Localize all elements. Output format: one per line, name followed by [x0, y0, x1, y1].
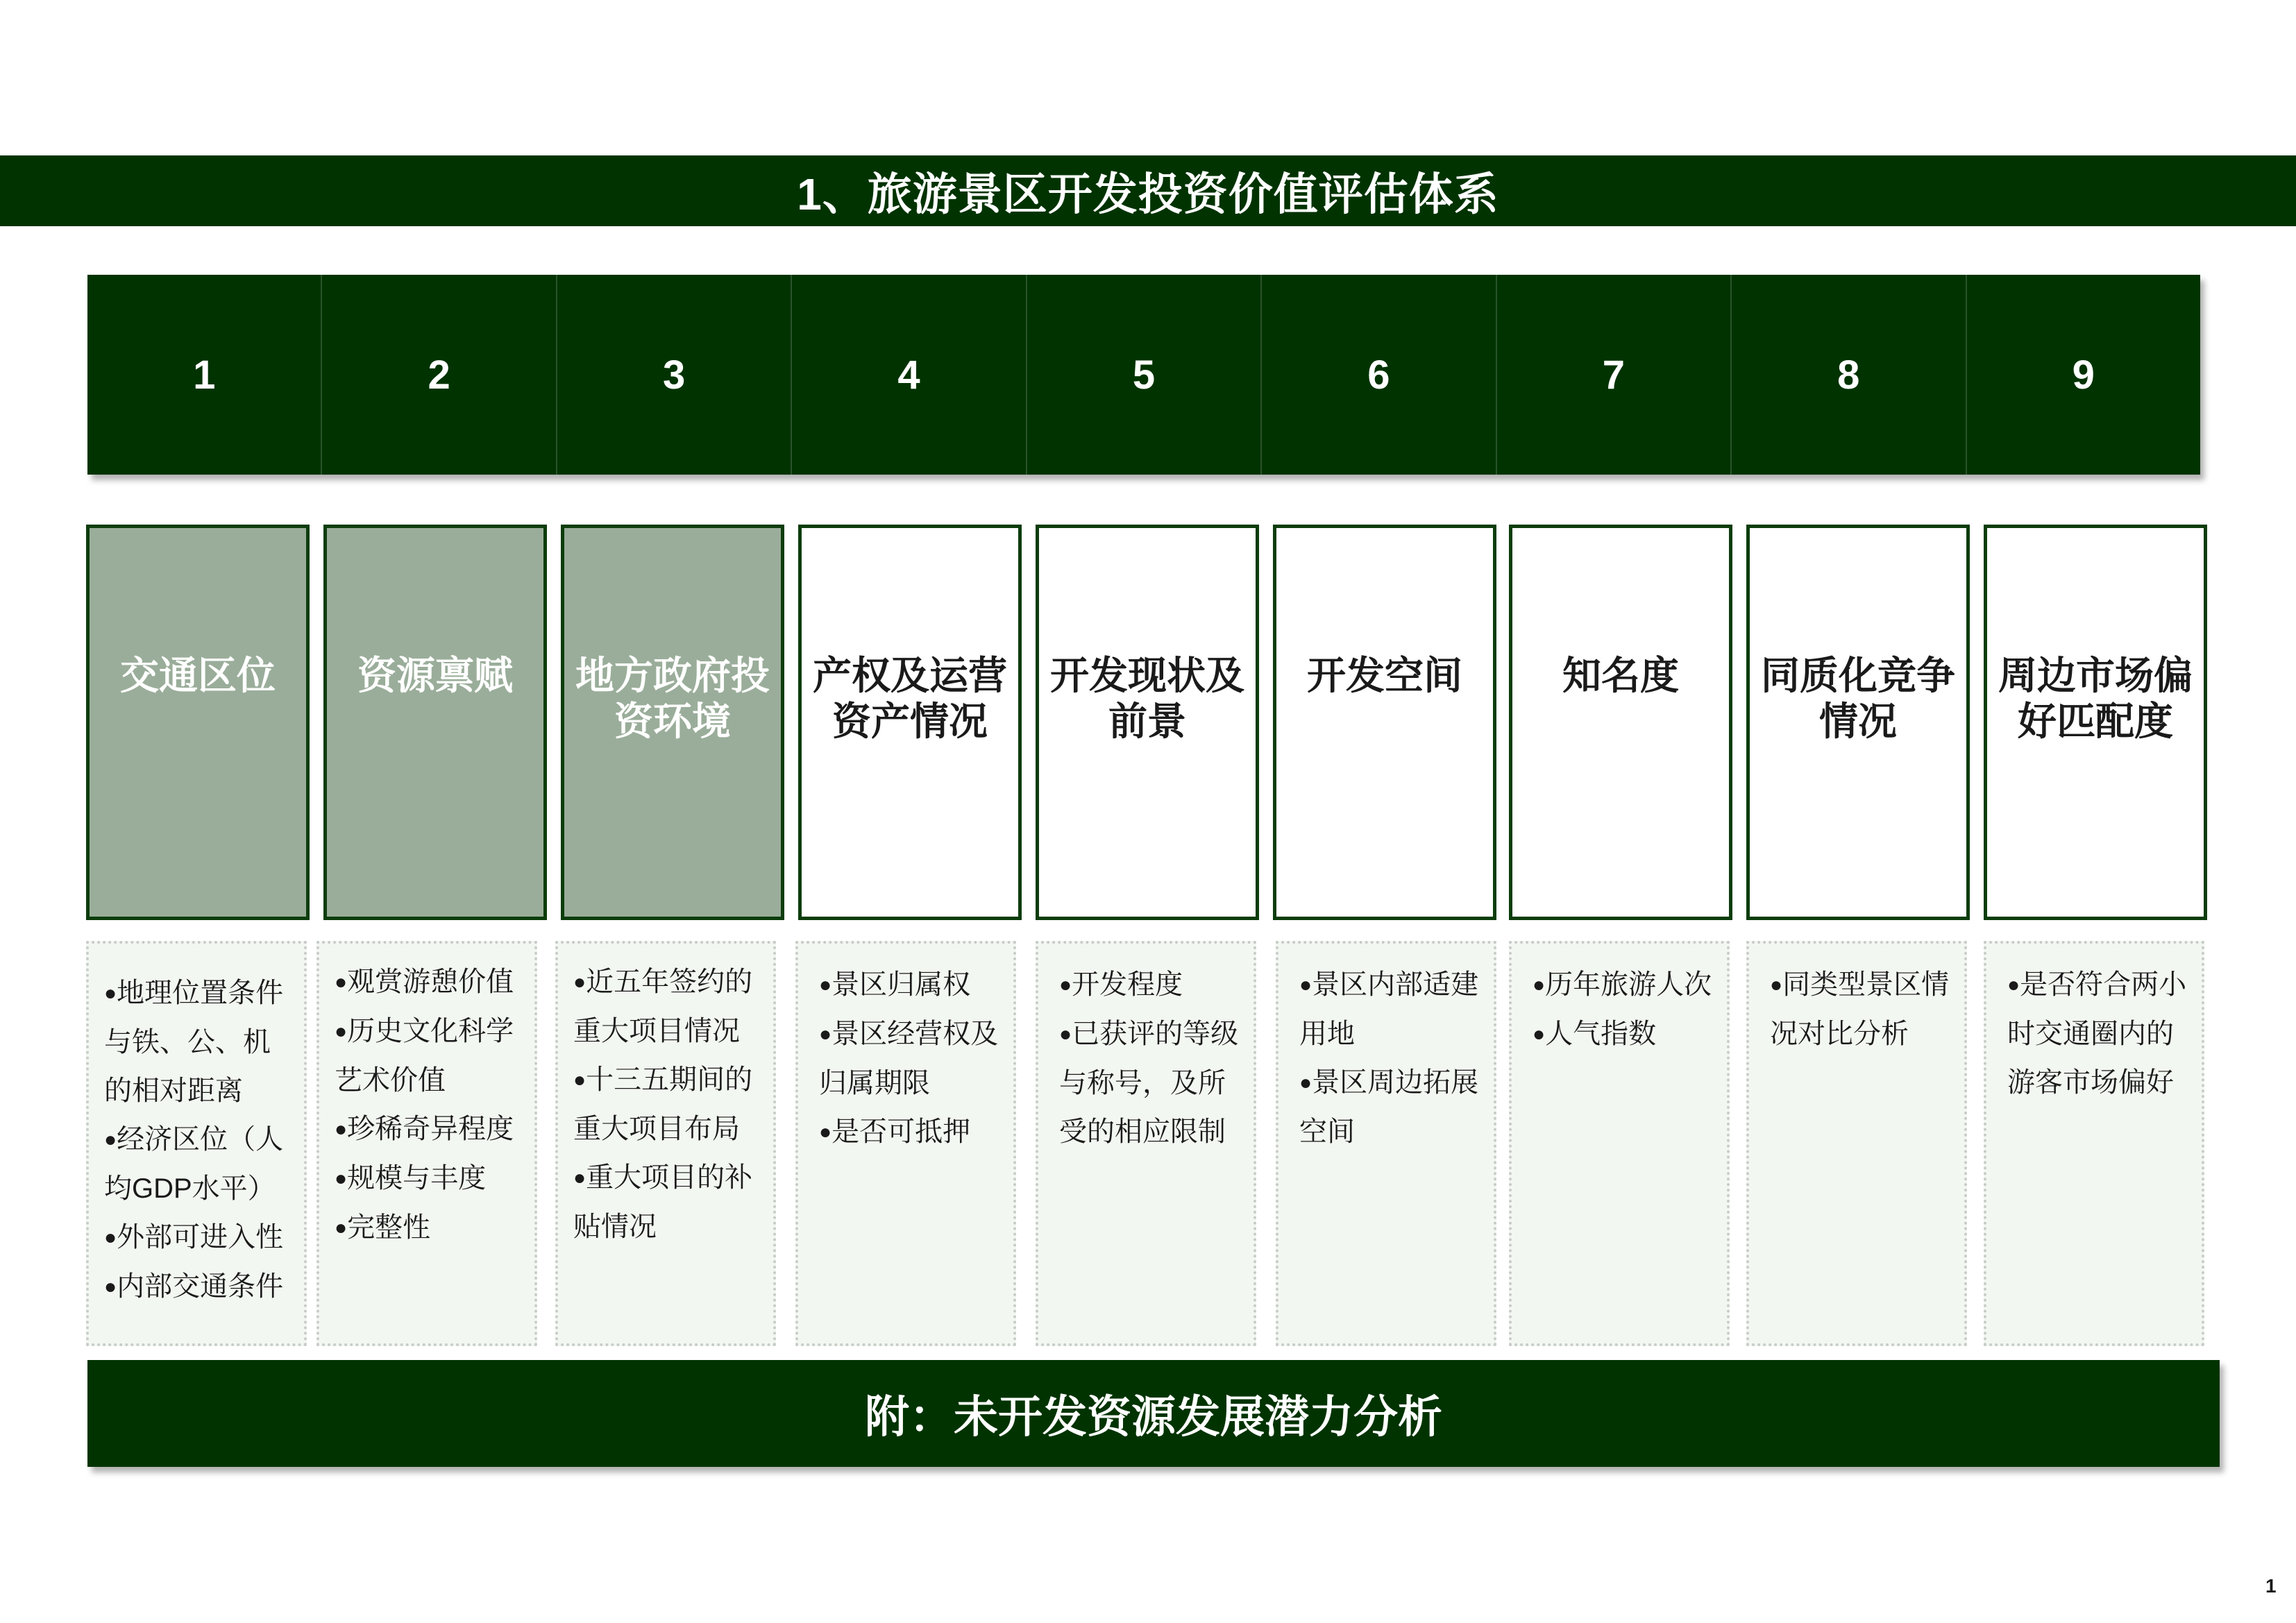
detail-list [104, 969, 292, 1311]
bullet-icon: ● [573, 1069, 586, 1091]
bullet-icon: ● [573, 1166, 586, 1189]
detail-text: 景区内部适建用地 [1299, 969, 1479, 1049]
page-title: 1、旅游景区开发投资价值评估体系 [797, 169, 1499, 219]
detail-item [104, 969, 292, 1115]
bullet-icon: ● [335, 971, 348, 994]
bullet-icon: ● [104, 982, 117, 1005]
detail-panel [1984, 941, 2204, 1346]
detail-item [1299, 1058, 1481, 1156]
detail-text: 完整性 [347, 1212, 431, 1243]
number-cell: 4 [792, 275, 1027, 475]
detail-text: 已获评的等级与称号，及所受的相应限制 [1059, 1019, 1239, 1147]
detail-text: 景区归属权 [832, 969, 971, 1000]
detail-text: 历年旅游人次 [1545, 969, 1712, 1000]
detail-list [819, 960, 1001, 1157]
detail-text: 观赏游憩价值 [347, 967, 514, 997]
category-label: 交通区位 [120, 654, 276, 697]
category-label: 地方政府投资环境 [575, 654, 770, 743]
category-label: 知名度 [1562, 654, 1679, 697]
bullet-icon: ● [819, 974, 832, 996]
detail-text: 地理位置条件与铁、公、机的相对距离 [104, 978, 284, 1106]
detail-text: 内部交通条件 [117, 1271, 284, 1302]
detail-item [335, 958, 522, 1007]
detail-item [573, 1153, 761, 1251]
detail-item [819, 960, 1001, 1010]
number-cell: 6 [1262, 275, 1496, 475]
category-card [1509, 525, 1732, 920]
detail-list [1059, 960, 1241, 1156]
detail-panel [1276, 941, 1496, 1346]
number-strip [87, 275, 2200, 475]
detail-item [335, 1203, 522, 1252]
bullet-icon: ● [335, 1216, 348, 1239]
bullet-icon: ● [573, 971, 586, 994]
bullet-icon: ● [1059, 1023, 1072, 1046]
category-card [86, 525, 310, 920]
detail-text: 是否可抵押 [832, 1116, 971, 1147]
category-card [561, 525, 784, 920]
detail-item [104, 1115, 292, 1213]
detail-text: 人气指数 [1545, 1019, 1657, 1049]
detail-item [1533, 1010, 1714, 1059]
bullet-icon: ● [335, 1167, 348, 1190]
detail-panel [86, 941, 307, 1346]
category-card [798, 525, 1022, 920]
detail-panel [1746, 941, 1967, 1346]
category-card [1273, 525, 1496, 920]
detail-text: 近五年签约的重大项目情况 [573, 967, 753, 1046]
detail-text: 规模与丰度 [347, 1163, 487, 1193]
bullet-icon: ● [335, 1118, 348, 1141]
number-cell: 7 [1497, 275, 1732, 475]
detail-item [2007, 960, 2189, 1107]
bullet-icon: ● [104, 1226, 117, 1249]
category-label: 周边市场偏好匹配度 [1998, 654, 2193, 743]
number-cell: 5 [1027, 275, 1262, 475]
detail-item [573, 958, 761, 1055]
page-number: 1 [2265, 1575, 2277, 1597]
detail-item [104, 1213, 292, 1262]
detail-text: 经济区位（人均GDP水平） [104, 1124, 284, 1204]
detail-panel [1036, 941, 1256, 1346]
bullet-icon: ● [1770, 974, 1783, 996]
category-card [1984, 525, 2207, 920]
bullet-icon: ● [1533, 974, 1546, 996]
bullet-icon: ● [2007, 974, 2020, 996]
category-label: 资源禀赋 [357, 654, 513, 697]
detail-text: 景区周边拓展空间 [1299, 1067, 1479, 1147]
detail-list [1770, 960, 1952, 1058]
detail-panel [1509, 941, 1730, 1346]
number-cell: 2 [322, 275, 557, 475]
detail-item [1059, 1010, 1241, 1156]
detail-item [1299, 960, 1481, 1058]
detail-list [335, 958, 522, 1252]
footer-title: 附：未开发资源发展潜力分析 [865, 1392, 1442, 1442]
number-cell: 1 [87, 275, 322, 475]
detail-text: 重大项目的补贴情况 [573, 1162, 753, 1242]
number-cell: 9 [2072, 352, 2095, 398]
number-cell: 3 [557, 275, 792, 475]
detail-text: 十三五期间的重大项目布局 [573, 1064, 753, 1144]
detail-item [104, 1262, 292, 1311]
detail-text: 开发程度 [1072, 969, 1183, 1000]
detail-item [573, 1055, 761, 1153]
detail-list [573, 958, 761, 1251]
category-card [1746, 525, 1970, 920]
category-label: 开发现状及前景 [1050, 654, 1244, 743]
category-label: 产权及运营资产情况 [813, 654, 1007, 743]
detail-item [1059, 960, 1241, 1010]
detail-panel [555, 941, 776, 1346]
detail-item [819, 1010, 1001, 1107]
bullet-icon: ● [335, 1020, 348, 1043]
detail-item [1770, 960, 1952, 1058]
bullet-icon: ● [1299, 974, 1312, 996]
category-card [1036, 525, 1259, 920]
category-label: 同质化竞争情况 [1761, 654, 1955, 743]
detail-panel [316, 941, 537, 1346]
number-cell: 8 [1732, 275, 1966, 475]
detail-item [335, 1007, 522, 1105]
detail-list [1299, 960, 1481, 1156]
category-card [323, 525, 547, 920]
detail-text: 景区经营权及归属期限 [819, 1019, 999, 1098]
detail-list [1533, 960, 1714, 1059]
bullet-icon: ● [1059, 974, 1072, 996]
footer-bar [87, 1360, 2220, 1467]
bullet-icon: ● [104, 1128, 117, 1151]
detail-item [1533, 960, 1714, 1010]
bullet-icon: ● [1299, 1071, 1312, 1094]
detail-text: 历史文化科学艺术价值 [335, 1016, 514, 1096]
bullet-icon: ● [819, 1121, 832, 1144]
detail-item [335, 1154, 522, 1203]
category-label: 开发空间 [1307, 654, 1462, 697]
detail-text: 外部可进入性 [117, 1222, 284, 1252]
bullet-icon: ● [104, 1275, 117, 1298]
title-bar [0, 155, 2296, 226]
detail-list [2007, 960, 2189, 1107]
detail-item [335, 1105, 522, 1154]
detail-text: 珍稀奇异程度 [347, 1114, 514, 1144]
detail-panel [795, 941, 1016, 1346]
bullet-icon: ● [1533, 1023, 1546, 1046]
bullet-icon: ● [819, 1023, 832, 1046]
detail-text: 是否符合两小时交通圈内的游客市场偏好 [2007, 969, 2187, 1098]
detail-item [819, 1107, 1001, 1157]
detail-text: 同类型景区情况对比分析 [1770, 969, 1950, 1049]
